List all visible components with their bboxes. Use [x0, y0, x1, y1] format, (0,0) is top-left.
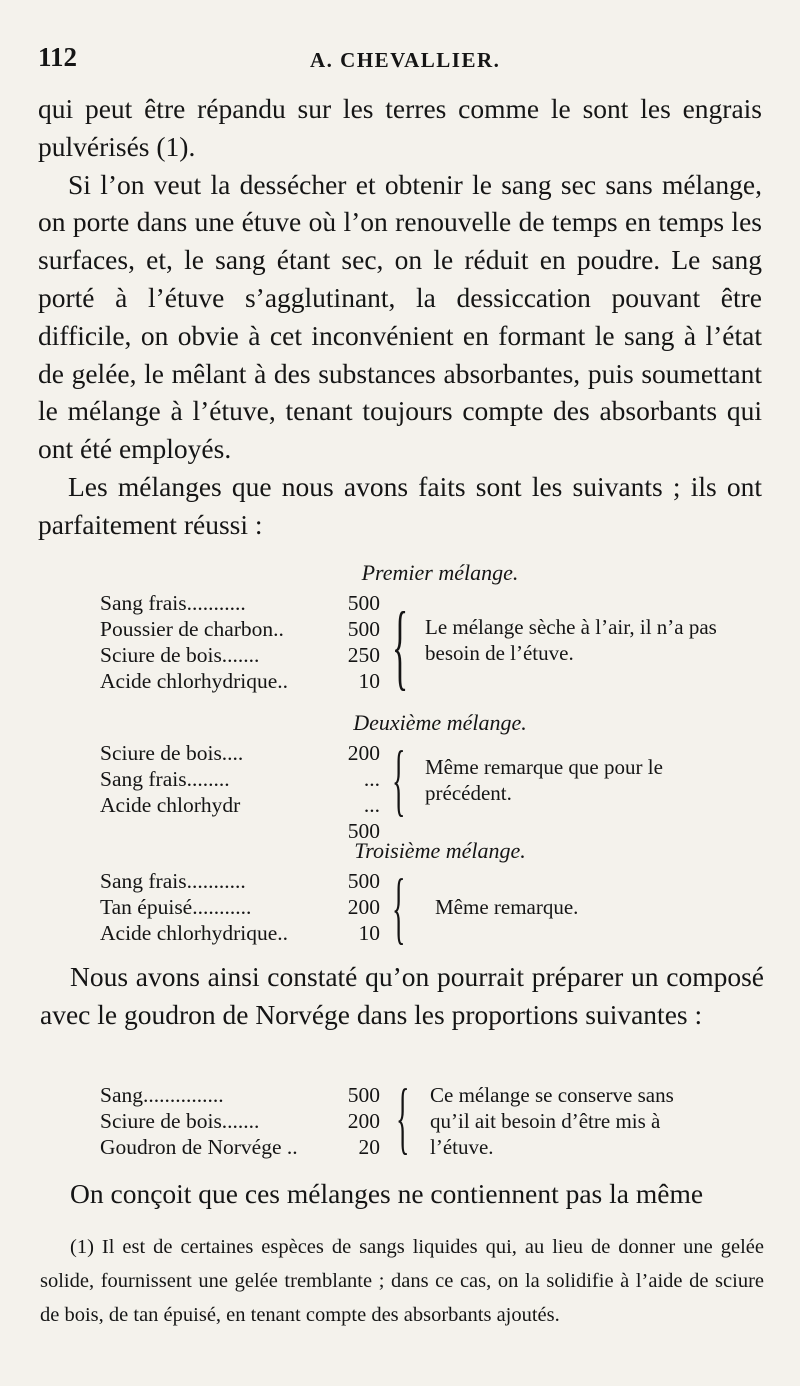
ingredient-value: 500	[347, 617, 380, 641]
mixture-caption: Premier mélange.	[361, 560, 519, 585]
mixture-remark: Même remarque.	[435, 895, 579, 919]
ingredient-label: Acide chlorhydr	[100, 793, 241, 817]
mixture-remark: Même remarque que pour le précédent.	[425, 755, 663, 805]
ingredient-label: Sang frais...........	[100, 591, 246, 615]
mixture-remark: Ce mélange se conserve sans qu’il ait besoin d’être mis à l’étuve.	[430, 1083, 674, 1159]
brace-icon: {	[392, 736, 406, 824]
page-header	[38, 42, 758, 82]
ingredient-value: 200	[347, 895, 380, 919]
ingredient-value: 250	[347, 643, 380, 667]
mixture-row	[100, 590, 740, 616]
paragraph: Les mélanges que nous avons faits sont les suivants ; ils ont parfaitement réussi :	[38, 470, 762, 540]
norway-paragraph	[40, 958, 764, 1034]
ingredient-label: Sang frais........	[100, 767, 230, 791]
page-number: 112	[38, 42, 78, 72]
ingredient-value: 10	[358, 669, 380, 693]
brace-icon: {	[396, 1074, 410, 1162]
ingredient-value: 200	[347, 741, 380, 765]
ingredient-label: Sciure de bois....	[100, 741, 244, 765]
paragraph: qui peut être répandu sur les terres comme le sont les engrais pulvérisés (1).	[38, 93, 762, 162]
mixture-table-2	[100, 710, 740, 844]
mixture-row	[100, 868, 740, 894]
mixture-remark: Le mélange sèche à l’air, il n’a pas besoin de l’étuve.	[425, 615, 717, 665]
ingredient-label: Poussier de charbon..	[100, 617, 284, 641]
ingredient-label: Acide chlorhydrique..	[100, 921, 289, 945]
ingredient-label: Sang...............	[100, 1083, 224, 1107]
brace-icon: {	[392, 864, 406, 952]
ingredient-value: 10	[358, 921, 380, 945]
footnote-text: (1) Il est de certaines espèces de sangs liquides qui, au lieu de donner une gelée solide, fournissent une gelée tremblante ; dans ce cas, on la solidifie à l’aide de sciure de bois, de tan épuisé, en tenant compte des absorbants ajoutés.	[40, 1236, 764, 1326]
mixture-rows	[100, 1074, 740, 1162]
norway-mixture-table	[100, 1074, 740, 1162]
mixture-caption: Troisième mélange.	[354, 838, 526, 863]
ingredient-label: Sciure de bois.......	[100, 643, 260, 667]
mixture-row	[100, 668, 740, 694]
ingredient-label: Goudron de Norvége ..	[100, 1135, 298, 1159]
main-text	[38, 90, 762, 544]
ingredient-label: Sciure de bois.......	[100, 1109, 260, 1133]
mixture-rows	[100, 864, 740, 952]
closing-paragraph	[40, 1175, 764, 1213]
mixture-table-1	[100, 560, 740, 699]
ingredient-value: 500	[347, 591, 380, 615]
ingredient-label: Tan épuisé...........	[100, 895, 252, 919]
paragraph: On conçoit que ces mélanges ne contiennent pas la même	[70, 1178, 704, 1209]
ingredient-label: Sang frais...........	[100, 869, 246, 893]
ingredient-value: ...	[363, 767, 380, 791]
paragraph: Si l’on veut la dessécher et obtenir le sang sec sans mélange, on porte dans une étuve où l’on renouvelle de temps en temps les surfaces, et, le sang étant sec, on le réduit en poudre. Le sang porté à l’étuve s’agglutinant, la dessiccation pouvant être difficile, on obvie à cet inconvénient en formant le sang à l’état de gelée, le mêlant à des substances absorbantes, puis soumettant le mélange à l’étuve, tenant toujours compte des absorbants qui ont été employés.	[38, 168, 762, 465]
footnote	[40, 1230, 764, 1332]
brace-icon: {	[392, 592, 409, 699]
mixture-rows	[100, 736, 740, 844]
paragraph: Nous avons ainsi constaté qu’on pourrait préparer un composé avec le goudron de Norvége dans les proportions suivantes :	[40, 961, 764, 1030]
ingredient-value: 500	[347, 1083, 380, 1107]
ingredient-value: 500	[347, 869, 380, 893]
mixture-table-3	[100, 838, 740, 952]
ingredient-value: 200	[347, 1109, 380, 1133]
mixture-caption: Deuxième mélange.	[353, 710, 527, 735]
ingredient-value: ... 500	[347, 793, 380, 843]
ingredient-value: 20	[358, 1135, 380, 1159]
ingredient-label: Acide chlorhydrique..	[100, 669, 289, 693]
running-head: A. CHEVALLIER.	[310, 48, 501, 72]
mixture-row	[100, 920, 740, 946]
mixture-rows	[100, 590, 740, 699]
